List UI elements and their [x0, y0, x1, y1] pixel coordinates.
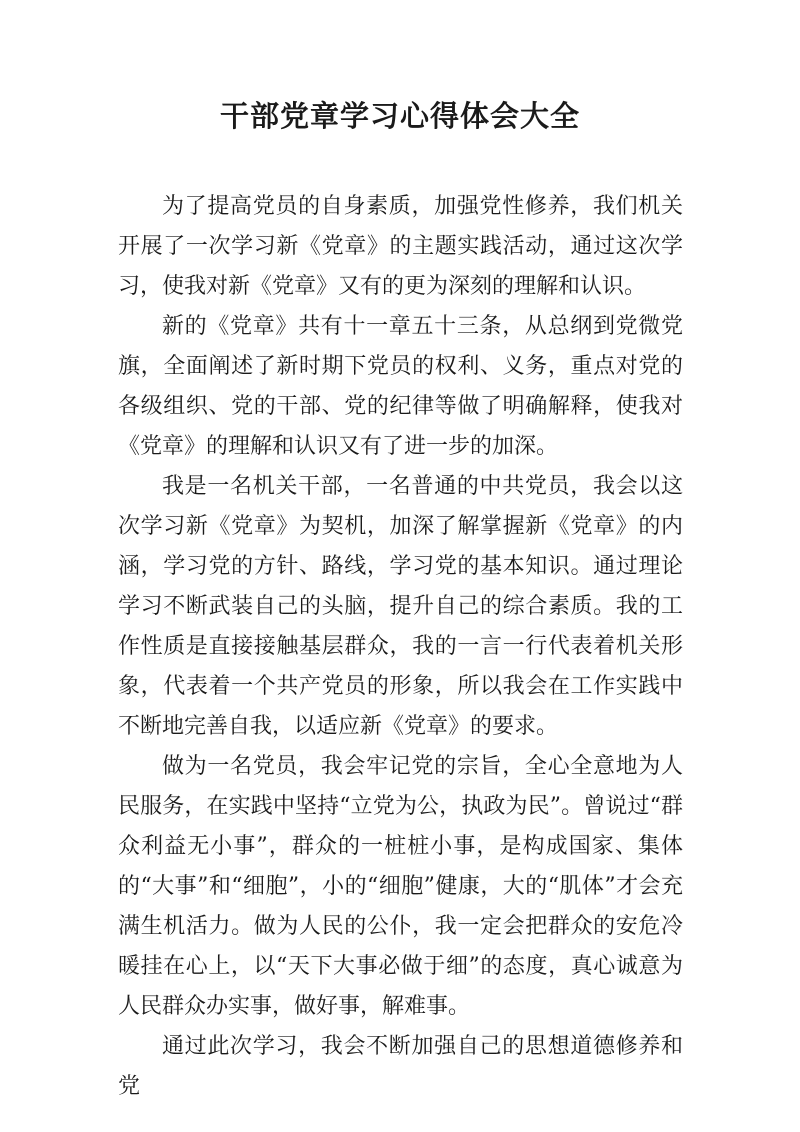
paragraph-4: 做为一名党员，我会牢记党的宗旨，全心全意地为人民服务，在实践中坚持“立党为公，执政为民”。曾说过“群众利益无小事”，群众的一桩桩小事，是构成国家、集体的“大事”和“细胞”，小的“细胞”健康，大的“肌体”才会充满生机活力。做为人民的公仆，我一定会把群众的安危冷暖挂在心上，以“天下大事必做于细”的态度，真心诚意为人民群众办实事，做好事，解难事。 [118, 754, 683, 1019]
paragraph-3: 我是一名机关干部，一名普通的中共党员，我会以这次学习新《党章》为契机，加深了解掌握新《党章》的内涵，学习党的方针、路线，学习党的基本知识。通过理论学习不断武装自己的头脑，提升自己的综合素质。我的工作性质是直接接触基层群众，我的一言一行代表着机关形象，代表着一个共产党员的形象，所以我会在工作实践中不断地完善自我，以适应新《党章》的要求。 [118, 474, 683, 739]
document-body [118, 187, 683, 1107]
paragraph-5: 通过此次学习，我会不断加强自己的思想道德修养和党 [118, 1034, 683, 1099]
document-title: 干部党章学习心得体会大全 [219, 99, 580, 133]
paragraph-1: 为了提高党员的自身素质，加强党性修养，我们机关开展了一次学习新《党章》的主题实践活动，通过这次学习，使我对新《党章》又有的更为深刻的理解和认识。 [118, 194, 683, 299]
paragraph-2: 新的《党章》共有十一章五十三条，从总纲到党微党旗，全面阐述了新时期下党员的权利、义务，重点对党的各级组织、党的干部、党的纪律等做了明确解释，使我对《党章》的理解和认识又有了进一步的加深。 [118, 314, 683, 459]
